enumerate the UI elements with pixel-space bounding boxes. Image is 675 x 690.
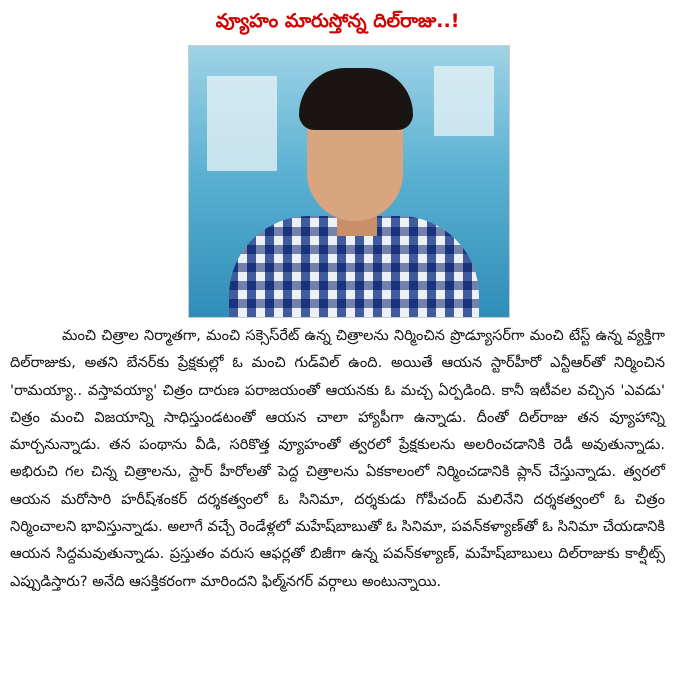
article-photo: [188, 45, 510, 318]
photo-background-panel: [207, 76, 277, 171]
photo-hair: [299, 68, 413, 130]
photo-background-panel: [434, 66, 494, 136]
article-title: వ్యూహం మారుస్తోన్న దిల్‌రాజు..!: [215, 10, 460, 32]
article-body: [10, 322, 665, 595]
article-paragraph: మంచి చిత్రాల నిర్మాతగా, మంచి సక్సెస్‌రేట్ ఉన్న చిత్రాలను నిర్మించిన ప్రొడ్యూసర్‌గా మంచి టేస్ట్ ఉన్న వ్యక్తిగా దిల్‌రాజుకు, అతని బేనర్‌కు ప్రేక్షకుల్లో ఓ మంచి గుడ్‌విల్ ఉంది. అయితే ఆయన స్టార్‌హీరో ఎన్టీఆర్‌తో నిర్మించిన 'రామయ్యా.. వస్తావయ్యా' చిత్రం దారుణ పరాజయంతో ఆయనకు ఓ మచ్చ ఏర్పడింది. కానీ ఇటీవల వచ్చిన 'ఎవడు' చిత్రం మంచి విజయాన్ని సాధిస్తుండటంతో ఆయన చాలా హ్యాపీగా ఉన్నాడు. దీంతో దిల్‌రాజు తన వ్యూహాన్ని మార్చనున్నాడు. తన పంథాను వీడి, సరికొత్త వ్యూహంతో త్వరలో ప్రేక్షకులను అలరించడానికి రెడీ అవుతున్నాడు. అభిరుచి గల చిన్న చిత్రాలను, స్టార్ హీరోలతో పెద్ద చిత్రాలను ఏకకాలంలో నిర్మించడానికి ప్లాన్ చేస్తున్నాడు. త్వరలో ఆయన మరోసారి హరీష్‌శంకర్ దర్శకత్వంలో ఓ సినిమా, దర్శకుడు గోపీచంద్ మలినేని దర్శకత్వంలో ఓ చిత్రం నిర్మించాలని భావిస్తున్నాడు. అలాగే వచ్చే రెండేళ్లలో మహేష్‌బాబుతో ఓ సినిమా, పవన్‌కళ్యాణ్‌తో ఓ సినిమా చేయడానికి ఆయన సిద్దమవుతున్నాడు. ప్రస్తుతం వరుస ఆఫర్లతో బిజీగా ఉన్న పవన్‌కళ్యాణ్, మహేష్‌బాబులు దిల్‌రాజుకు కాల్షీట్స్ ఎప్పుడిస్తారు? అనేది ఆసక్తికరంగా మారిందని ఫిల్మ్‌నగర్ వర్గాలు అంటున్నాయి.: [10, 327, 665, 590]
